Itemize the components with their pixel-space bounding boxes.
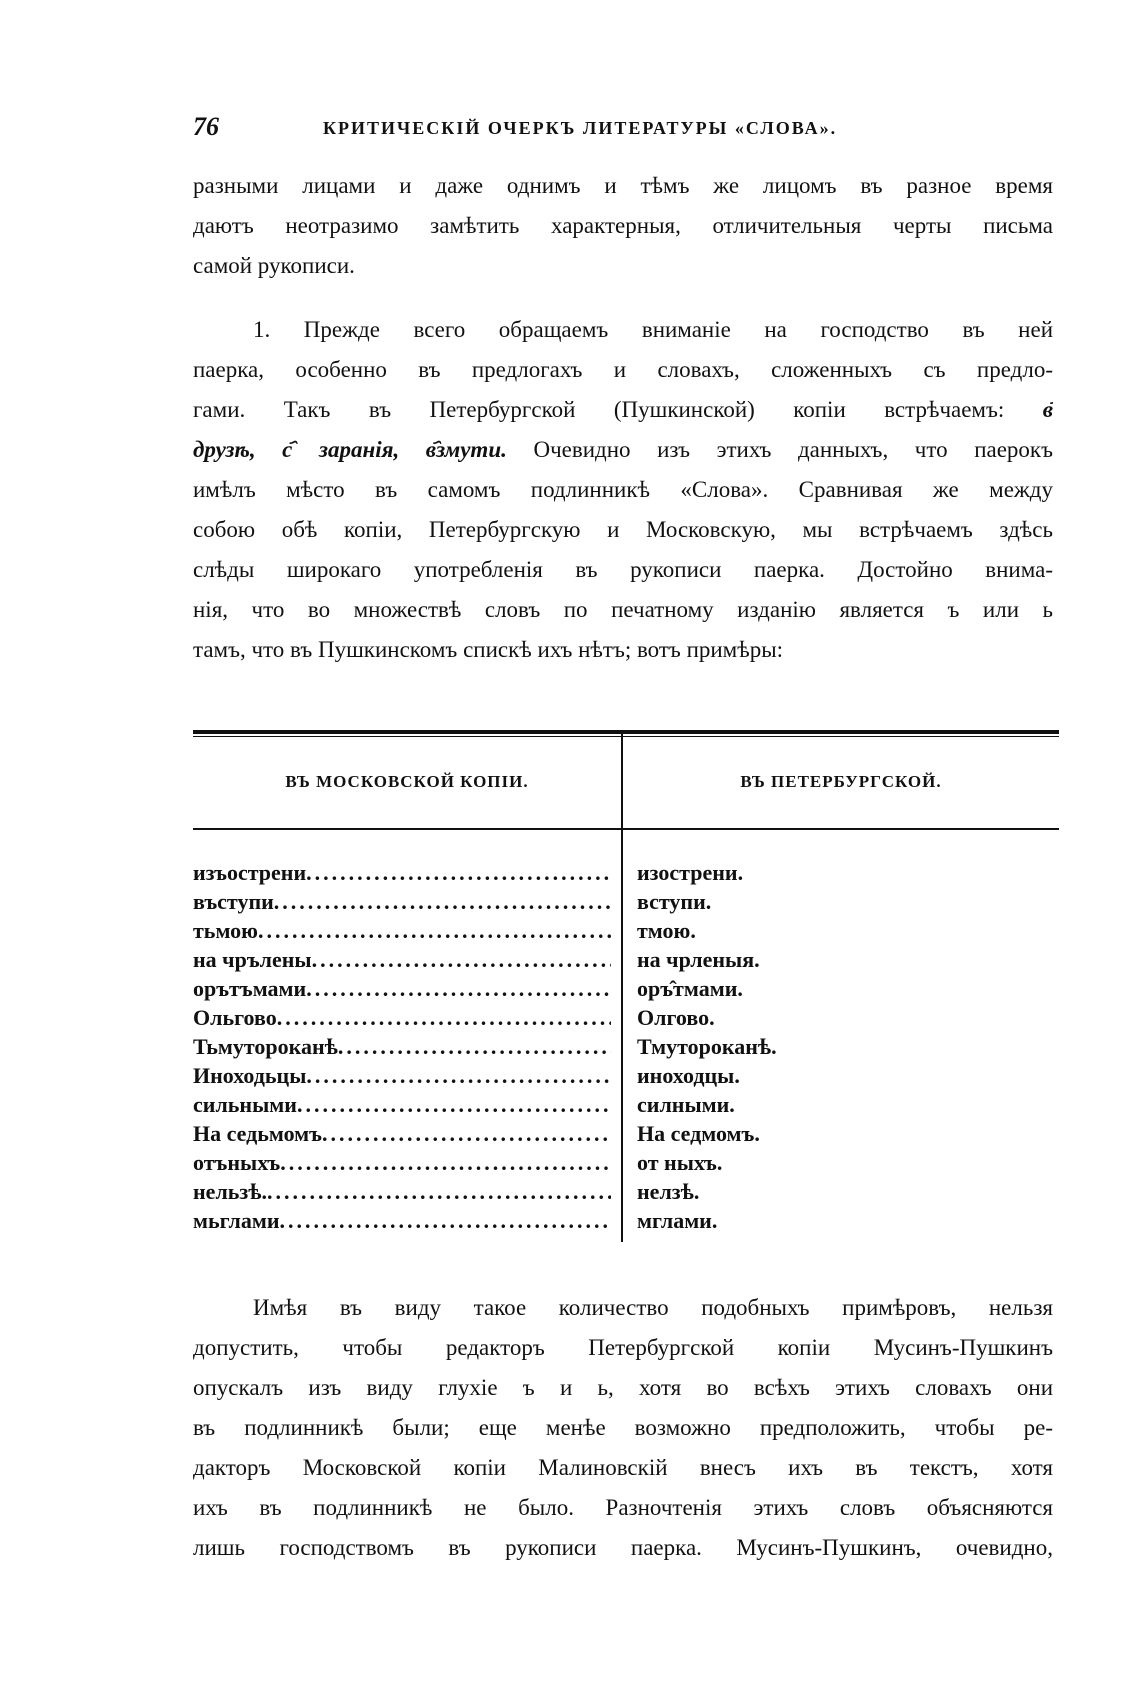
word: въступи	[193, 889, 274, 914]
table-column-divider	[621, 734, 623, 1242]
leader-dots	[297, 1090, 611, 1119]
list-item: на чрленыя.	[637, 947, 760, 972]
word: Иноходьцы	[193, 1063, 307, 1088]
paragraph-1	[193, 166, 1053, 286]
list-item: вступи.	[637, 889, 712, 914]
list-item: оръ̂тмами.	[637, 976, 743, 1001]
running-head: КРИТИЧЕСКІЙ ОЧЕРКЪ ЛИТЕРАТУРЫ «СЛОВА».	[323, 118, 838, 138]
text-line: самой рукописи.	[193, 253, 355, 278]
text-line: дакторъ Московской копіи Малиновскій внесъ ихъ въ текстъ, хотя	[193, 1455, 1053, 1480]
text-segment: гами. Такъ въ Петербургской (Пушкинской) копіи встрѣчаемъ:	[193, 397, 1005, 422]
example-words: друзѣ, с҄ заранія, в҄змути.	[193, 437, 507, 462]
table-top-rule-thin	[193, 736, 1059, 737]
leader-dots	[274, 887, 611, 916]
text-line: въ подлинникѣ были; еще менѣе возможно предположить, чтобы ре-	[193, 1415, 1053, 1440]
list-item: Олгово.	[637, 1005, 715, 1030]
list-item	[193, 1206, 611, 1235]
list-item: Тмутороканѣ.	[637, 1034, 777, 1059]
list-item: от ныхъ.	[637, 1150, 723, 1175]
word: Ольгово	[193, 1005, 277, 1030]
text-line: имѣлъ мѣсто въ самомъ подлинникѣ «Слова». Сравнивая же между	[193, 477, 1053, 502]
list-item: нелзѣ.	[637, 1179, 700, 1204]
moscow-word-list	[193, 858, 611, 1235]
text-line: лишь господствомъ въ рукописи паерка. Мусинъ-Пушкинъ, очевидно,	[193, 1535, 1053, 1560]
list-item	[193, 1177, 611, 1206]
word: изъострени	[193, 860, 307, 885]
text-line: паерка, особенно въ предлогахъ и словахъ, сложенныхъ съ предло-	[193, 357, 1053, 382]
list-item	[193, 1003, 611, 1032]
word: отъныхъ	[193, 1150, 281, 1175]
list-item	[193, 887, 611, 916]
table-header-petersburg: ВЪ ПЕТЕРБУРГСКОЙ.	[740, 772, 942, 791]
leader-dots	[267, 1177, 611, 1206]
word: на чрълены	[193, 947, 312, 972]
text-line: опускалъ изъ виду глухіе ъ и ь, хотя во всѣхъ этихъ словахъ они	[193, 1375, 1053, 1400]
page-number: 76	[193, 112, 219, 141]
text-line: тамъ, что въ Пушкинскомъ спискѣ ихъ нѣтъ; вотъ примѣры:	[193, 637, 784, 662]
text-line: слѣды широкаго употребленія въ рукописи паерка. Достойно внима-	[193, 557, 1053, 582]
leader-dots	[322, 1119, 611, 1148]
text-line: 1. Прежде всего обращаемъ вниманіе на господство въ ней	[253, 317, 1053, 342]
text-segment: Очевидно изъ этихъ данныхъ, что паерокъ	[506, 437, 1053, 462]
word: тьмою	[193, 918, 258, 943]
leader-dots	[280, 1206, 612, 1235]
leader-dots	[280, 1148, 611, 1177]
text-line: разными лицами и даже однимъ и тѣмъ же лицомъ въ разное время	[193, 173, 1053, 198]
list-item: силными.	[637, 1092, 735, 1117]
list-item	[193, 1148, 611, 1177]
text-line: собою обѣ копіи, Петербургскую и Московскую, мы встрѣчаемъ здѣсь	[193, 517, 1053, 542]
list-item	[193, 916, 611, 945]
list-item	[193, 1032, 611, 1061]
word: На седьмомъ	[193, 1121, 322, 1146]
text-line	[193, 430, 1053, 470]
word: нельзѣ.	[193, 1179, 267, 1204]
text-line: даютъ неотразимо замѣтить характерныя, отличительныя черты письма	[193, 213, 1053, 238]
text-line: Имѣя въ виду такое количество подобныхъ примѣровъ, нельзя	[253, 1295, 1053, 1320]
word: сильными	[193, 1092, 297, 1117]
text-line: допустить, чтобы редакторъ Петербургской копіи Мусинъ-Пушкинъ	[193, 1335, 1053, 1360]
list-item: мглами.	[637, 1208, 718, 1233]
page-header	[193, 112, 1053, 146]
table-header-rule	[193, 828, 1059, 830]
word: орътъмами	[193, 976, 307, 1001]
list-item	[193, 1090, 611, 1119]
word: Тьмутороканѣ	[193, 1034, 338, 1059]
table-top-rule	[193, 730, 1059, 734]
list-item	[193, 974, 611, 1003]
text-line: ихъ въ подлинникѣ не было. Разночтенія этихъ словъ объясняются	[193, 1495, 1053, 1520]
leader-dots	[306, 858, 611, 887]
list-item: На седмомъ.	[637, 1121, 760, 1146]
list-item	[193, 1119, 611, 1148]
list-item: тмою.	[637, 918, 696, 943]
petersburg-word-list	[637, 858, 1047, 1235]
list-item	[193, 1061, 611, 1090]
table-header-moscow: ВЪ МОСКОВСКОЙ КОПІИ.	[285, 772, 529, 791]
leader-dots	[306, 1061, 611, 1090]
list-item: изострени.	[637, 860, 744, 885]
example-word: в҄	[1042, 397, 1053, 422]
text-line: нія, что во множествѣ словъ по печатному изданію является ъ или ь	[193, 597, 1053, 622]
list-item: иноходцы.	[637, 1063, 740, 1088]
leader-dots	[312, 945, 611, 974]
leader-dots	[306, 974, 611, 1003]
comparison-table	[193, 730, 1059, 1250]
leader-dots	[338, 1032, 611, 1061]
leader-dots	[258, 916, 611, 945]
word: мьглами	[193, 1208, 280, 1233]
list-item	[193, 945, 611, 974]
paragraph-3	[193, 1288, 1053, 1568]
paragraph-2	[193, 310, 1053, 670]
leader-dots	[277, 1003, 611, 1032]
text-line	[193, 390, 1053, 430]
list-item	[193, 858, 611, 887]
